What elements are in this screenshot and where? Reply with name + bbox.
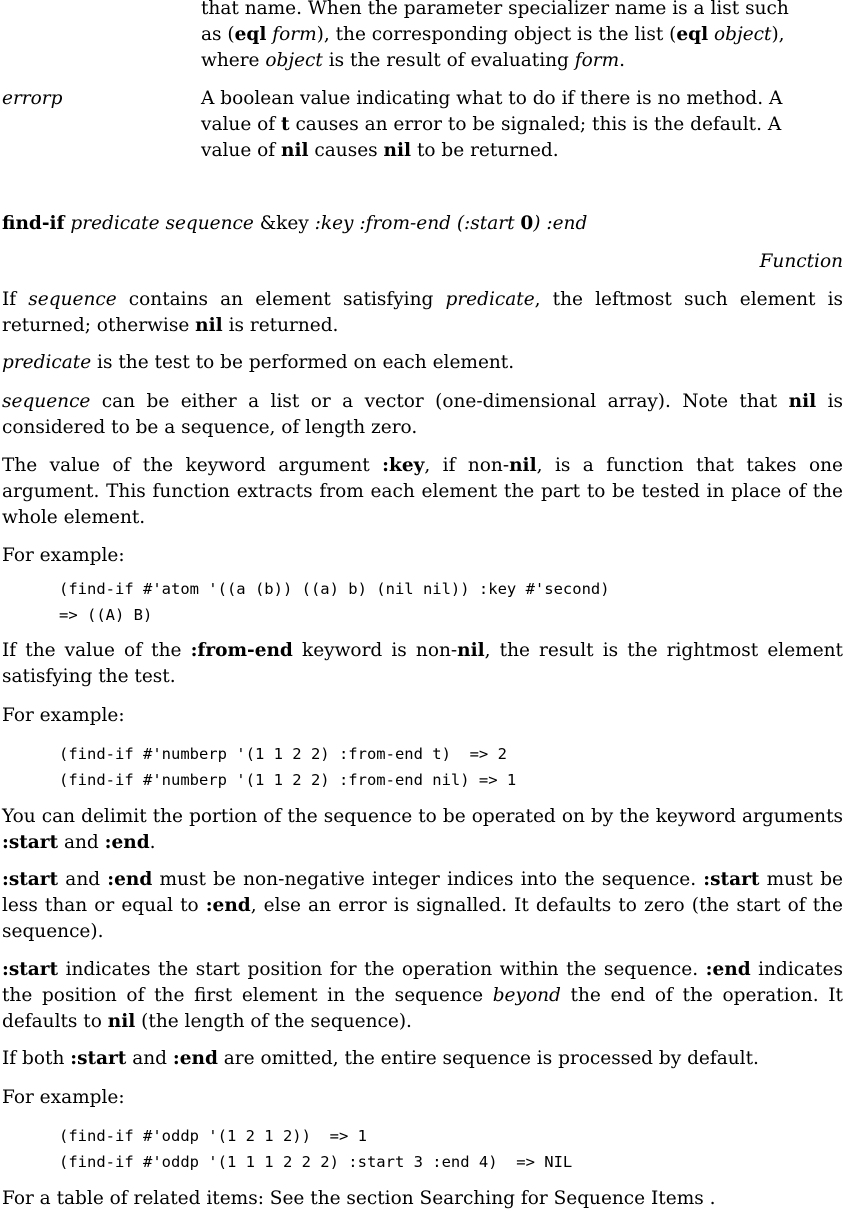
- paragraph-related-items: For a table of related items: See the section Searching for Sequence Items .: [2, 1188, 716, 1209]
- paragraph-omitted: If both :start and :end are omitted, the entire sequence is processed by default.: [2, 1048, 759, 1069]
- function-signature: find-if predicate sequence &key :key :from-end (:start 0) :end: [2, 213, 588, 234]
- paragraph-sequence-description: If sequence contains an element satisfying predicate, the leftmost such element is returned; otherwise nil is returned.: [2, 289, 843, 336]
- function-name: find-if: [2, 213, 65, 234]
- related-section-link[interactable]: Searching for Sequence Items: [419, 1188, 704, 1209]
- paragraph-start-position: :start indicates the start position for the operation within the sequence. :end indicates the position of the first element in the sequence beyond the end of the operation. It defaults to nil (the length of the sequence).: [2, 959, 843, 1032]
- for-example-label-3: For example:: [2, 1087, 125, 1108]
- parameter-specializer-text: that name. When the parameter specializer name is a list such as (eql form), the corresponding object is the list (eql object), where object is the result of evaluating form.: [201, 0, 789, 71]
- errorp-term: errorp: [2, 88, 63, 109]
- function-kind-label: Function: [759, 251, 843, 272]
- paragraph-predicate: predicate is the test to be performed on each element.: [2, 352, 515, 373]
- code-example-key: (find-if #'atom '((a (b)) ((a) b) (nil nil)) :key #'second) => ((A) B): [59, 580, 610, 624]
- code-example-from-end: (find-if #'numberp '(1 1 2 2) :from-end t) => 2 (find-if #'numberp '(1 1 2 2) :from-end nil) => 1: [59, 745, 517, 789]
- paragraph-sequence-type: sequence can be either a list or a vector (one-dimensional array). Note that nil is considered to be a sequence, of length zero.: [2, 391, 843, 438]
- for-example-label-2: For example:: [2, 705, 125, 726]
- paragraph-from-end: If the value of the :from-end keyword is non-nil, the result is the rightmost element satisfying the test.: [2, 640, 843, 687]
- paragraph-start-end-indices: :start and :end must be non-negative integer indices into the sequence. :start must be less than or equal to :end, else an error is signalled. It defaults to zero (the start of the sequence).: [2, 869, 843, 942]
- paragraph-key-argument: The value of the keyword argument :key, if non-nil, is a function that takes one argument. This function extracts from each element the part to be tested in place of the whole element.: [2, 455, 843, 528]
- paragraph-delimit: You can delimit the portion of the sequence to be operated on by the keyword arguments :start and :end.: [2, 806, 843, 853]
- code-example-oddp: (find-if #'oddp '(1 2 1 2)) => 1 (find-if #'oddp '(1 1 1 2 2 2) :start 3 :end 4) => NIL: [59, 1127, 573, 1171]
- errorp-description: A boolean value indicating what to do if there is no method. A value of t causes an error to be signaled; this is the default. A value of nil causes nil to be returned.: [201, 88, 783, 161]
- for-example-label-1: For example:: [2, 545, 125, 566]
